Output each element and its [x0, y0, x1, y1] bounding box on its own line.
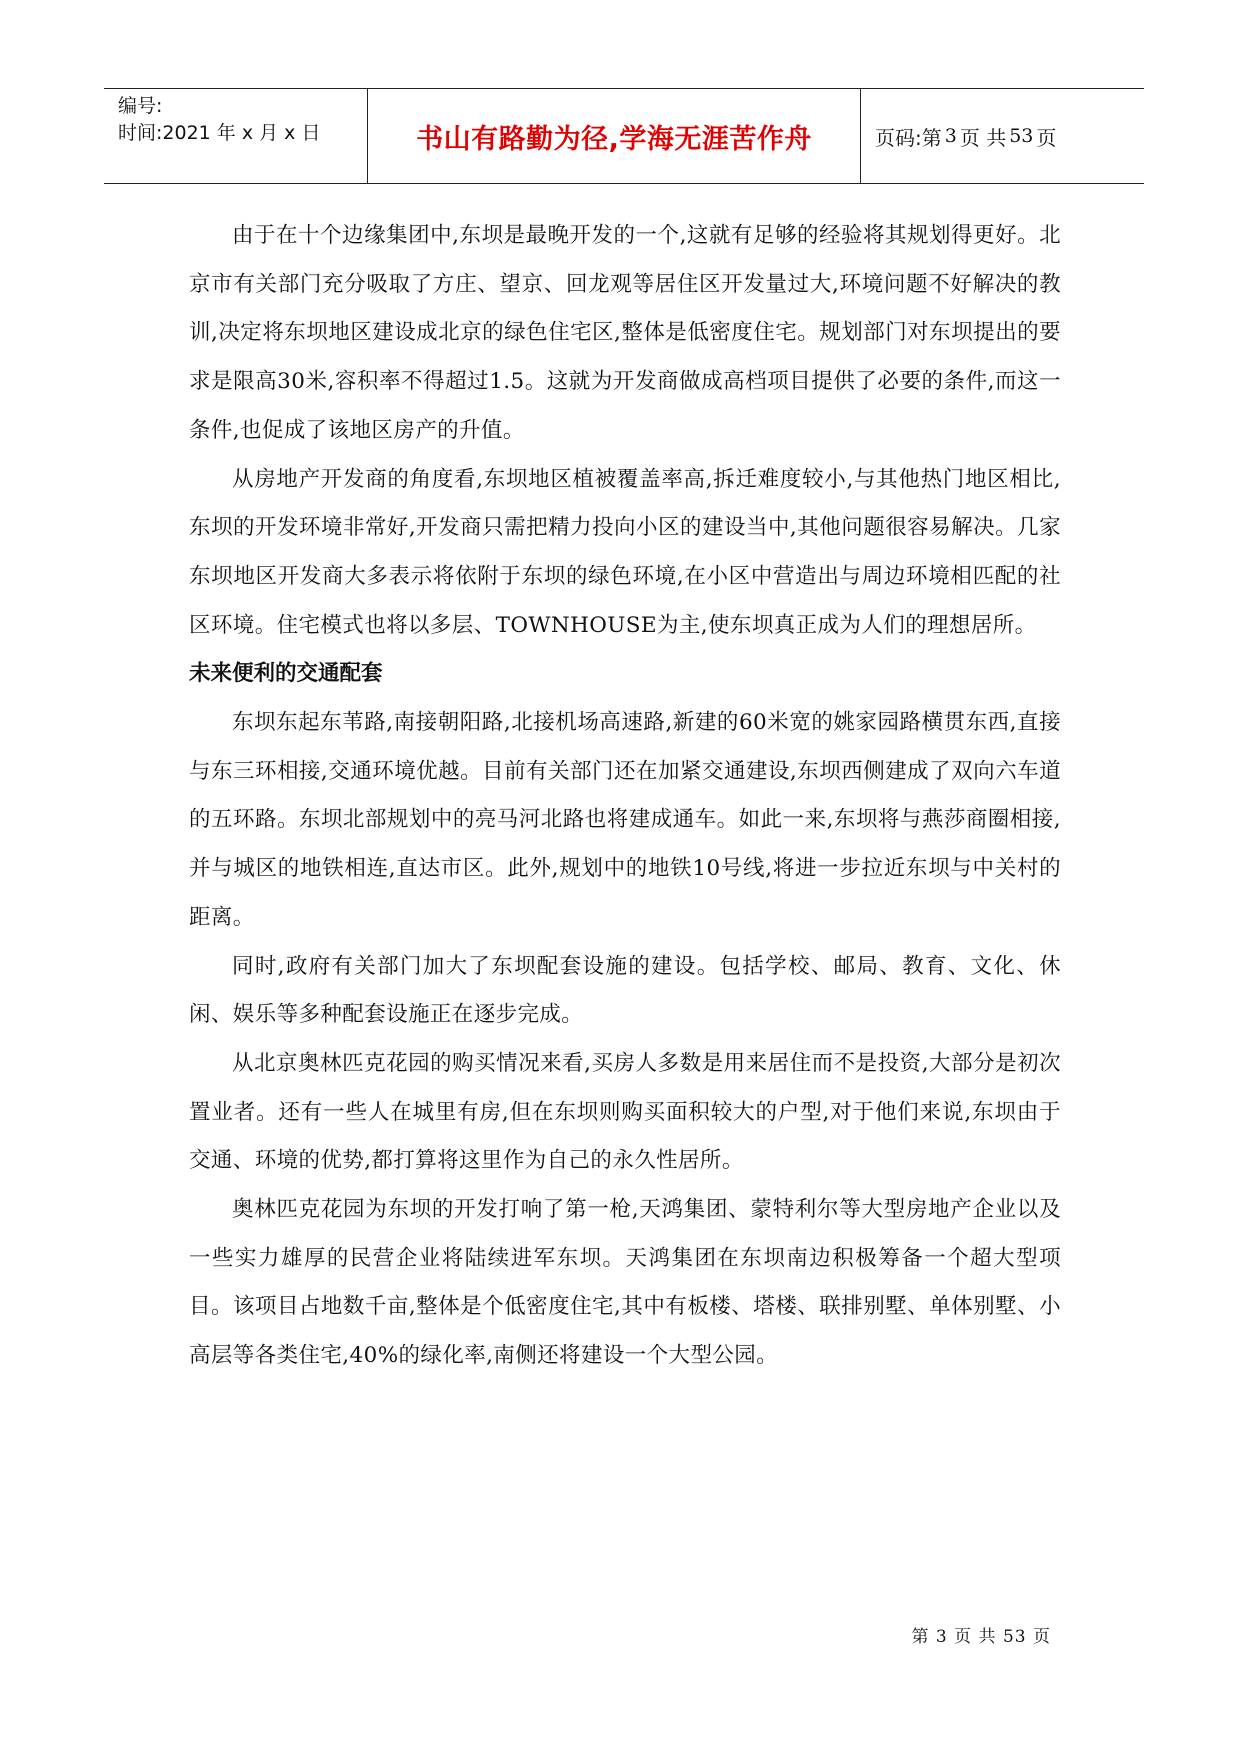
page-suffix: 页	[1036, 125, 1057, 150]
body-paragraph: 同时,政府有关部门加大了东坝配套设施的建设。包括学校、邮局、教育、文化、休闲、娱乐等多种配套设施正在逐步完成。	[189, 953, 1061, 1028]
page-middle: 页 共	[959, 125, 1007, 150]
current-page-number: 3	[944, 125, 957, 147]
header-motto: 书山有路勤为径,学海无涯苦作舟	[416, 123, 812, 155]
header-meta-cell	[104, 89, 368, 183]
page-prefix: 页码:第	[875, 125, 942, 150]
document-number-label: 编号:	[118, 95, 163, 117]
body-paragraph: 东坝东起东苇路,南接朝阳路,北接机场高速路,新建的60米宽的姚家园路横贯东西,直接与东三环相接,交通环境优越。目前有关部门还在加紧交通建设,东坝西侧建成了双向六车道的五环路。东坝北部规划中的亮马河北路也将建成通车。如此一来,东坝将与燕莎商圈相接,并与城区的地铁相连,直达市区。此外,规划中的地铁10号线,将进一步拉近东坝与中关村的距离。	[189, 710, 1061, 930]
total-page-number: 53	[1009, 125, 1034, 147]
body-paragraph: 从北京奥林匹克花园的购买情况来看,买房人多数是用来居住而不是投资,大部分是初次置业者。还有一些人在城里有房,但在东坝则购买面积较大的户型,对于他们来说,东坝由于交通、环境的优势,都打算将这里作为自己的永久性居所。	[189, 1050, 1061, 1174]
header-page-indicator	[861, 89, 1144, 183]
body-paragraph: 奥林匹克花园为东坝的开发打响了第一枪,天鸿集团、蒙特利尔等大型房地产企业以及一些实力雄厚的民营企业将陆续进军东坝。天鸿集团在东坝南边积极筹备一个超大型项目。该项目占地数千亩,整体是个低密度住宅,其中有板楼、塔楼、联排别墅、单体别墅、小高层等各类住宅,40%的绿化率,南侧还将建设一个大型公园。	[189, 1197, 1061, 1369]
page-header	[104, 88, 1144, 184]
page-footer-number: 第 3 页 共 53 页	[911, 1627, 1051, 1647]
document-time-label: 时间:2021 年 x 月 x 日	[118, 122, 321, 144]
body-paragraph: 从房地产开发商的角度看,东坝地区植被覆盖率高,拆迁难度较小,与其他热门地区相比,东坝的开发环境非常好,开发商只需把精力投向小区的建设当中,其他问题很容易解决。几家东坝地区开发商大多表示将依附于东坝的绿色环境,在小区中营造出与周边环境相匹配的社区环境。住宅模式也将以多层、TOWNHOUSE为主,使东坝真正成为人们的理想居所。	[189, 466, 1061, 638]
section-heading: 未来便利的交通配套	[189, 661, 383, 687]
body-paragraph: 由于在十个边缘集团中,东坝是最晚开发的一个,这就有足够的经验将其规划得更好。北京市有关部门充分吸取了方庄、望京、回龙观等居住区开发量过大,环境问题不好解决的教训,决定将东坝地区建设成北京的绿色住宅区,整体是低密度住宅。规划部门对东坝提出的要求是限高30米,容积率不得超过1.5。这就为开发商做成高档项目提供了必要的条件,而这一条件,也促成了该地区房产的升值。	[189, 223, 1061, 443]
document-body	[189, 212, 1061, 1381]
header-motto-cell	[368, 89, 861, 183]
